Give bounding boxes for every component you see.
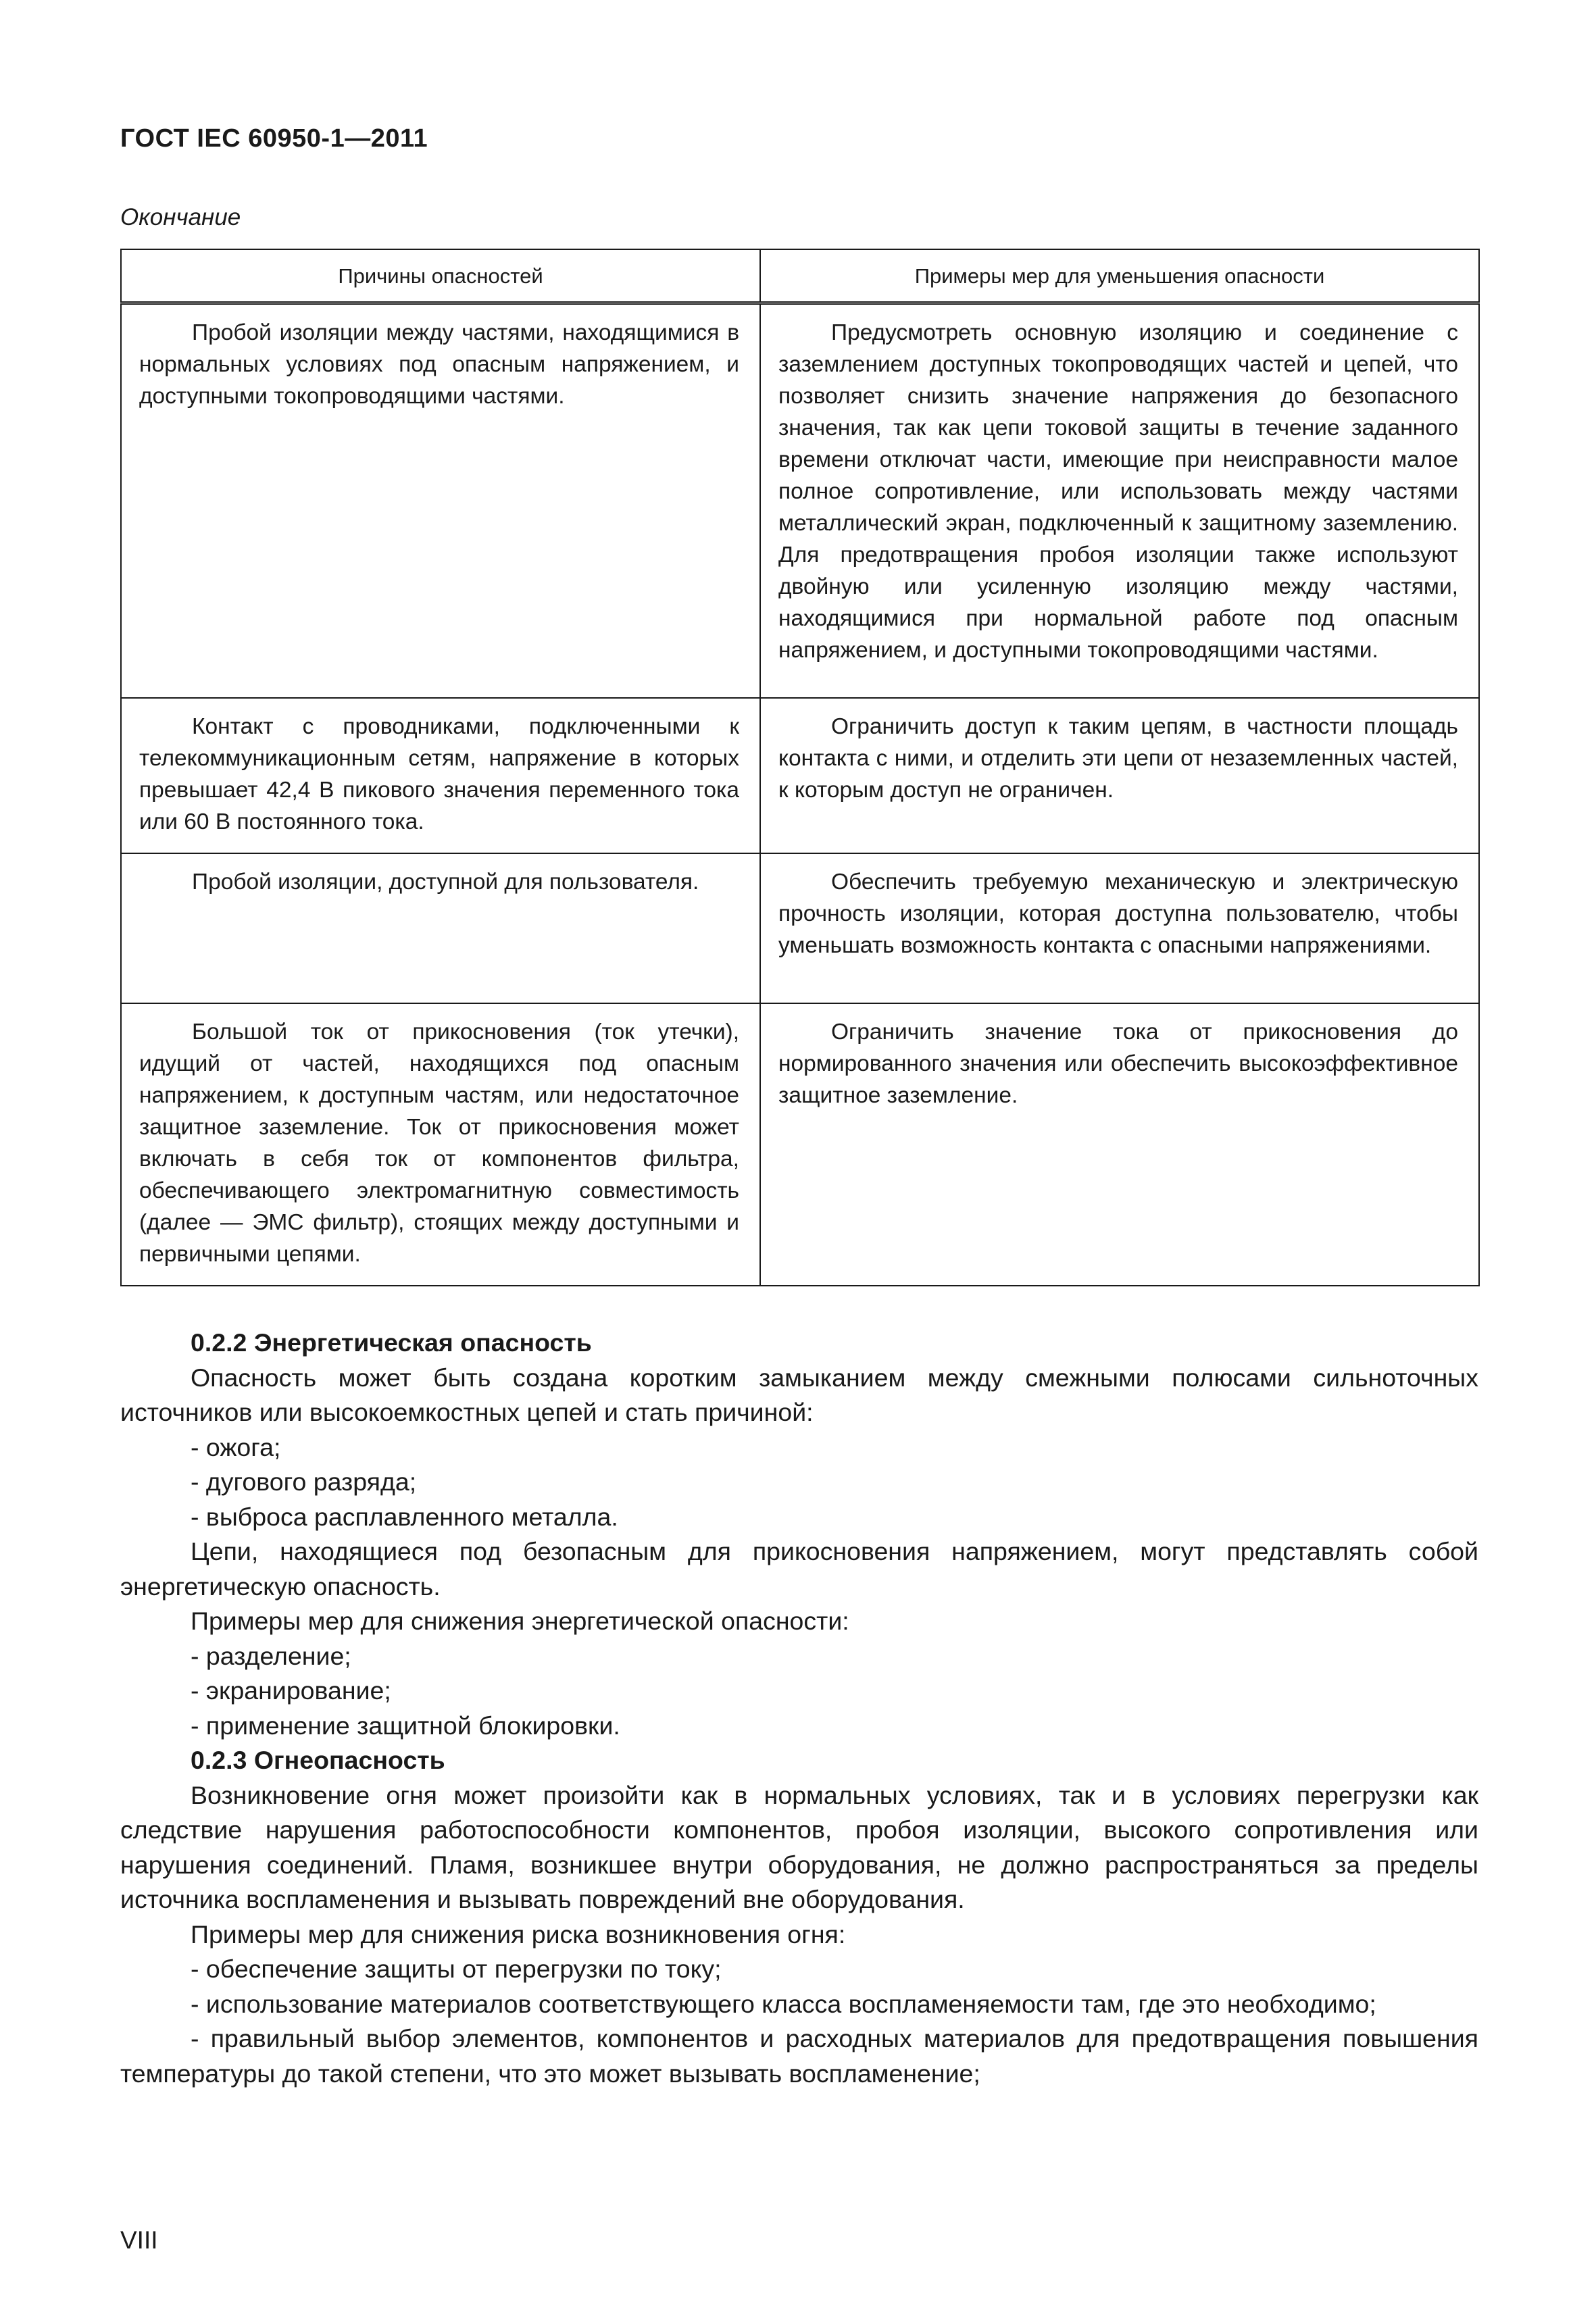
list-item: - обеспечение защиты от перегрузки по току; — [191, 1955, 722, 1983]
cause-cell — [121, 1003, 760, 1286]
list-item: - экранирование; — [191, 1676, 391, 1705]
table-header-row — [121, 249, 1479, 303]
measure-text: Обеспечить требуемую механическую и электрическую прочность изоляции, которая доступна пользователю, чтобы уменьшать возможность контакта с опасными напряжениями. — [778, 869, 1458, 958]
list-item: - использование материалов соответствующего класса воспламеняемости там, где это необходимо; — [191, 1989, 1376, 2018]
table-caption: Окончание — [120, 204, 241, 230]
hazards-table — [120, 249, 1480, 1286]
standard-code-header: ГОСТ IEC 60950-1—2011 — [120, 124, 428, 153]
list-item: - применение защитной блокировки. — [191, 1711, 620, 1740]
cause-cell — [121, 698, 760, 853]
cause-text: Контакт с проводниками, подключенными к телекоммуникационным сетям, напряжение в которых превышает 42,4 В пикового значения переменного тока или 60 В постоянного тока. — [139, 713, 739, 834]
measure-cell — [760, 853, 1479, 1003]
section-heading-fire-hazard: 0.2.3 Огнеопасность — [191, 1746, 445, 1774]
paragraph: Примеры мер для снижения энергетической опасности: — [191, 1607, 849, 1635]
list-item: - ожога; — [191, 1432, 281, 1461]
list-item: - дугового разряда; — [191, 1467, 417, 1496]
column-header-causes: Причины опасностей — [121, 249, 760, 303]
cause-text: Большой ток от прикосновения (ток утечки), идущий от частей, находящихся под опасным напряжением, к доступным частям, или недостаточное защитное заземление. Ток от прикосновения может включать в себя ток от компонентов фильтра, обеспечивающего электромагнитную совместимость (далее — ЭМС фильтр), стоящих между доступными и первичными цепями. — [139, 1019, 739, 1267]
list-item: - выброса расплавленного металла. — [191, 1502, 618, 1531]
table-row — [121, 853, 1479, 1003]
column-header-measures: Примеры мер для уменьшения опасности — [760, 249, 1479, 303]
list-item: - разделение; — [191, 1641, 351, 1670]
measure-text: Предусмотреть основную изоляцию и соединение с заземлением доступных токопроводящих частей и цепей, что позволяет снизить значение напряжения до безопасного значения, так как цепи токовой защиты в течение заданного времени отключат части, имеющие при неисправности малое полное сопротивление, или использовать между частями металлический экран, подключенный к защитному заземлению. Для предотвращения пробоя изоляции также используют двойную или усиленную изоляцию между частями, находящимися при нормальной работе под опасным напряжением, и доступными токопроводящими частями. — [778, 320, 1458, 663]
measure-text: Ограничить доступ к таким цепям, в частности площадь контакта с ними, и отделить эти цепи от незаземленных частей, к которым доступ не ограничен. — [778, 713, 1458, 803]
measure-cell — [760, 303, 1479, 698]
section-heading-energy-hazard: 0.2.2 Энергетическая опасность — [191, 1328, 592, 1357]
paragraph: Возникновение огня может произойти как в нормальных условиях, так и в условиях перегрузки как следствие нарушения работоспособности компонентов, пробоя изоляции, высокого сопротивления или нарушения соединений. Пламя, возникшее внутри оборудования, не должно распространяться за пределы источника воспламенения и вызывать повреждений вне оборудования. — [120, 1780, 1478, 1913]
measure-cell — [760, 1003, 1479, 1286]
paragraph: Цепи, находящиеся под безопасным для прикосновения напряжением, могут представлять собой энергетическую опасность. — [120, 1537, 1478, 1601]
page-number: VIII — [120, 2226, 158, 2254]
cause-text: Пробой изоляции, доступной для пользователя. — [192, 869, 699, 895]
cause-cell — [121, 853, 760, 1003]
cause-cell — [121, 303, 760, 698]
body-text — [120, 1326, 1478, 2091]
paragraph: Опасность может быть создана коротким замыканием между смежными полюсами сильноточных источников или высокоемкостных цепей и стать причиной: — [120, 1363, 1478, 1426]
table-row — [121, 698, 1479, 853]
list-item: - правильный выбор элементов, компонентов и расходных материалов для предотвращения повышения температуры до такой степени, что это может вызывать воспламенение; — [120, 2024, 1478, 2088]
table-row — [121, 1003, 1479, 1286]
measure-text: Ограничить значение тока от прикосновения до нормированного значения или обеспечить высокоэффективное защитное заземление. — [778, 1019, 1458, 1108]
cause-text: Пробой изоляции между частями, находящимися в нормальных условиях под опасным напряжением, и доступными токопроводящими частями. — [139, 320, 739, 409]
table-row — [121, 303, 1479, 698]
paragraph: Примеры мер для снижения риска возникновения огня: — [191, 1919, 846, 1948]
measure-cell — [760, 698, 1479, 853]
